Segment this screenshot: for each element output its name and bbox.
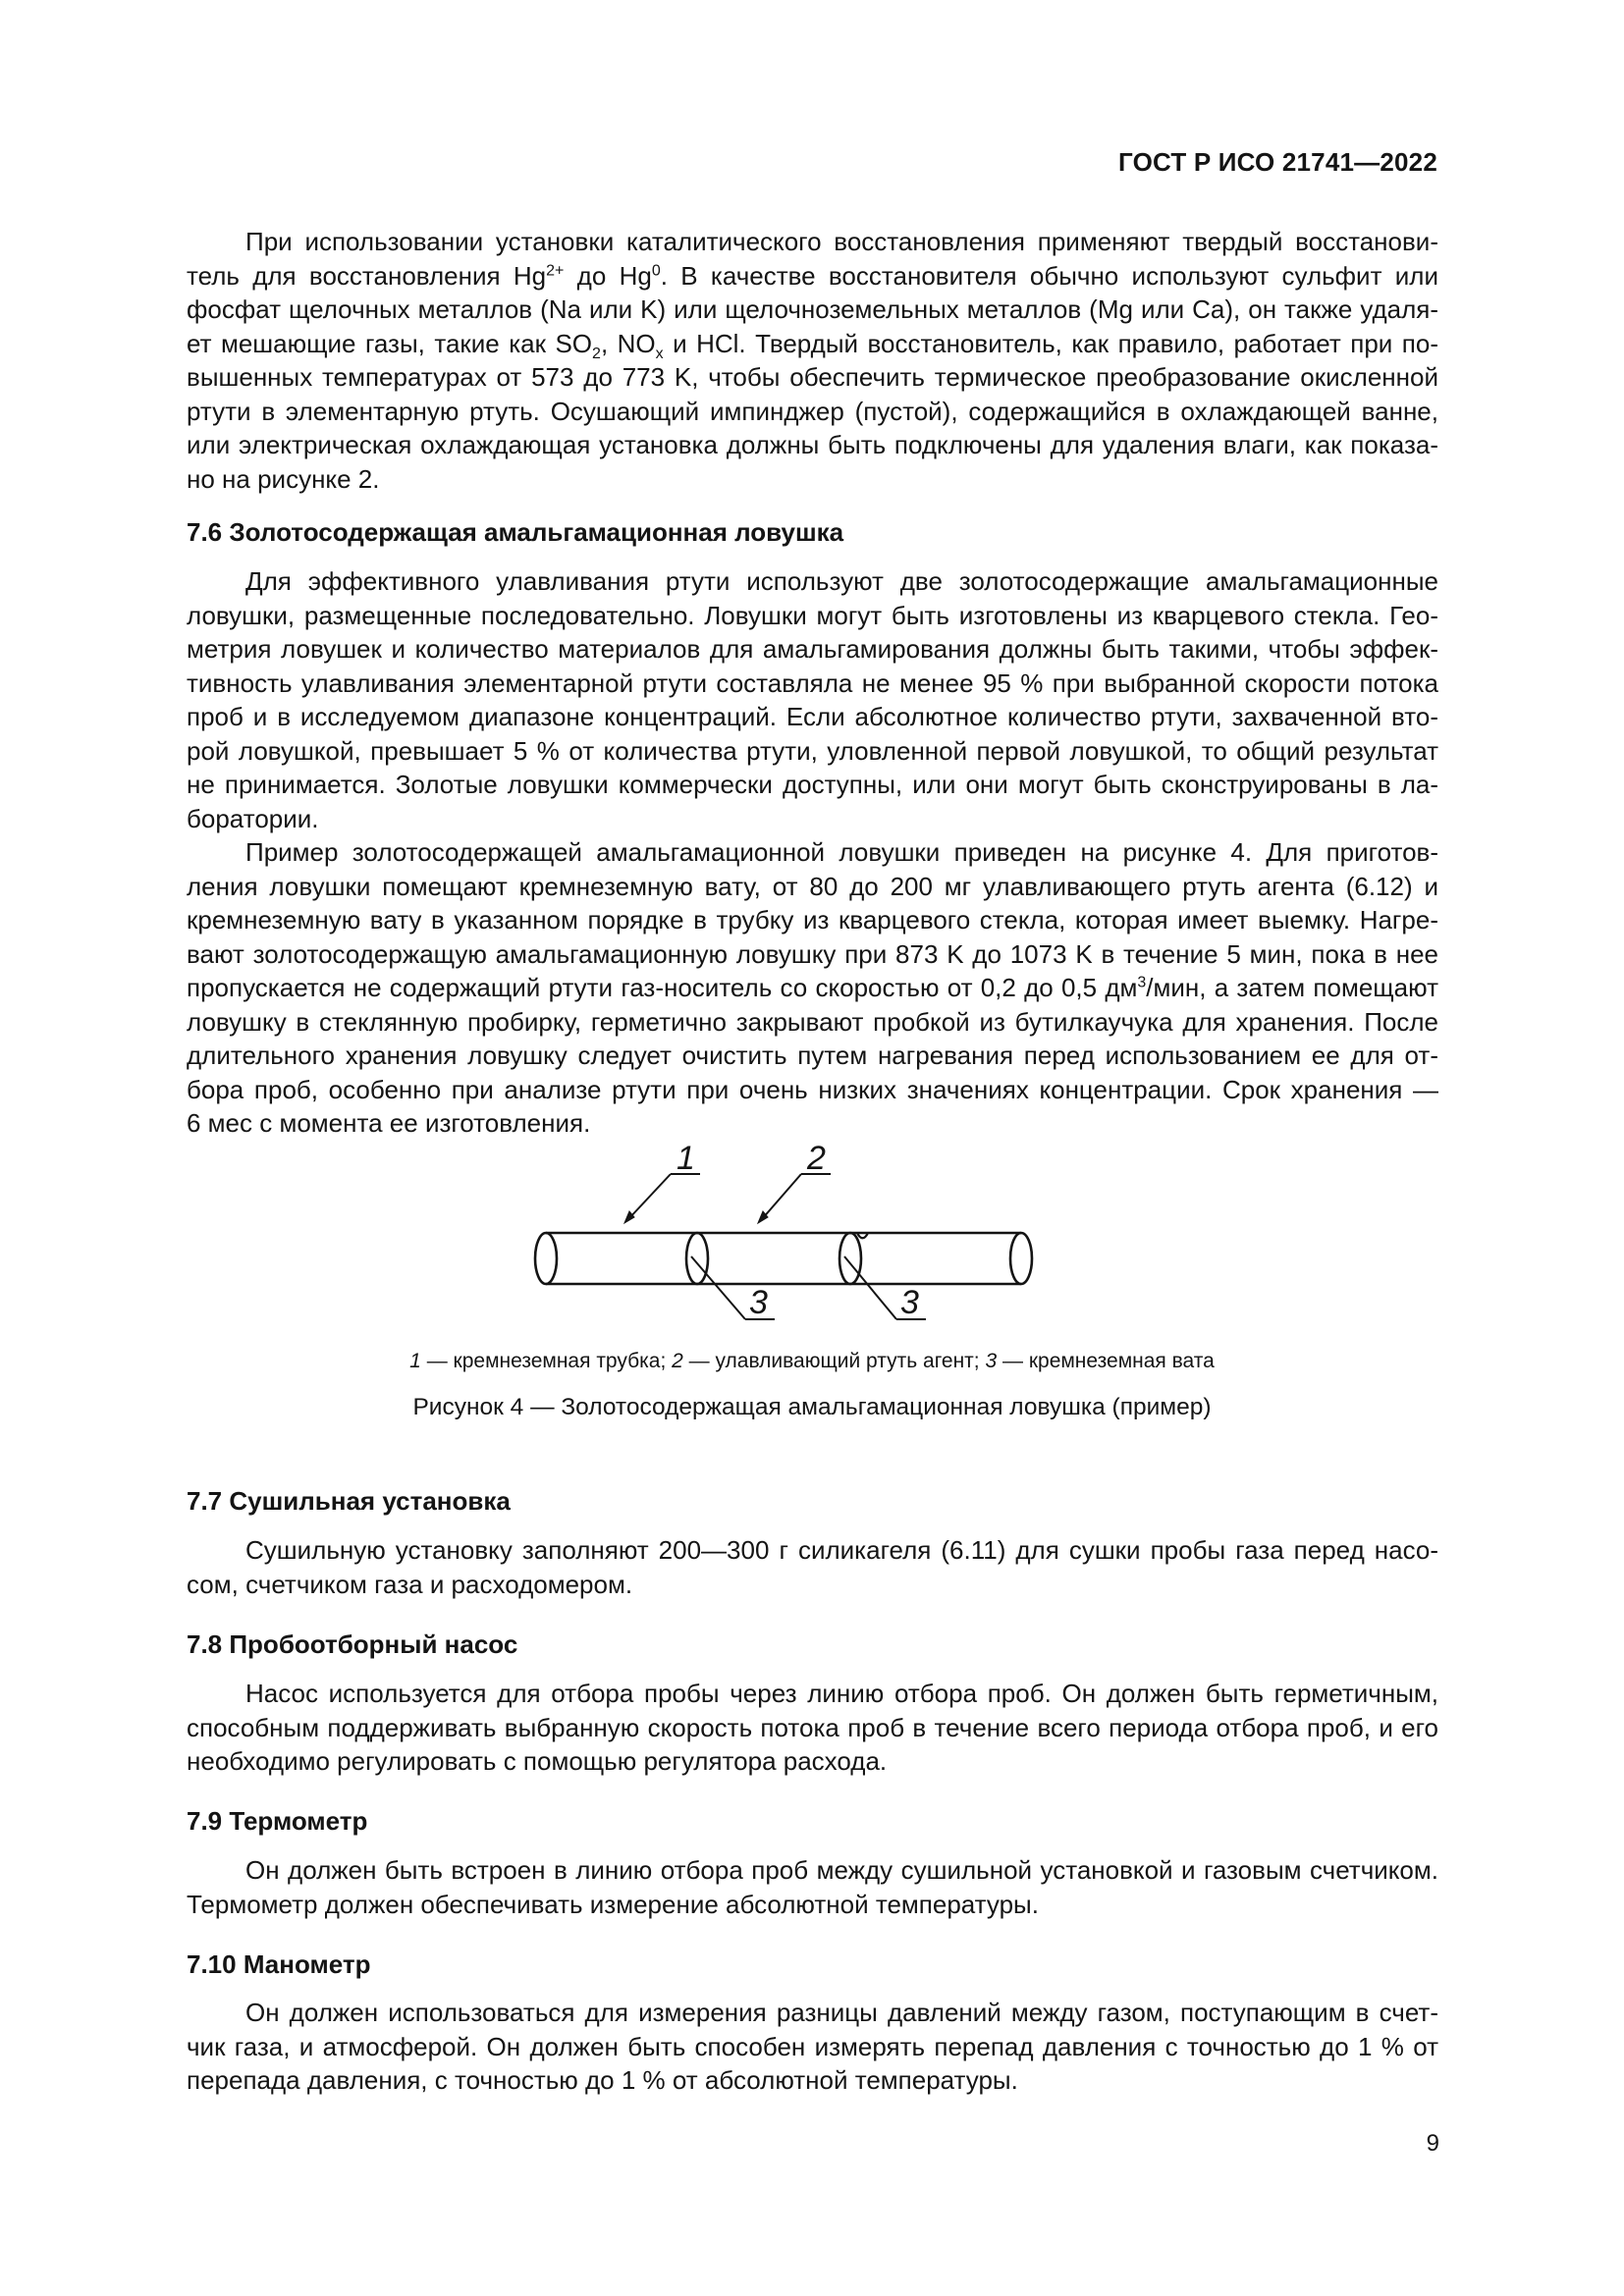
text-line: Он должен использоваться для измерения разницы давлений между газом, поступающим в счет-	[245, 1998, 1438, 2027]
page-number: 9	[1426, 2130, 1439, 2157]
text-line: ет мешающие газы, такие как $SO_2$, $NO_x$ и HCl. Твердый восстановитель, как правило, работает при по-	[187, 328, 1438, 362]
text-line: сом, счетчиком газа и расходомером.	[187, 1569, 633, 1599]
section-7-7-paragraph	[187, 1533, 1438, 1601]
section-7-6-paragraph-1	[187, 564, 1438, 1141]
figure-label-3a: 3	[749, 1284, 768, 1321]
leader-line-1	[628, 1174, 671, 1219]
section-7-8-title: 7.8 Пробоотборный насос	[187, 1629, 518, 1659]
text-line: способным поддерживать выбранную скорость потока проб в течение всего периода отбора проб, и его	[187, 1712, 1438, 1742]
document-header: ГОСТ Р ИСО 21741—2022	[1117, 147, 1437, 177]
text-line: ления ловушки помещают кремнеземную вату, от 80 до 200 мг улавливающего ртуть агента (6.12) и	[187, 871, 1438, 901]
section-7-7-title: 7.7 Сушильная установка	[187, 1486, 511, 1516]
text-line: тивность улавливания элементарной ртути составляла не менее 95 % при выбранной скорости потока	[187, 667, 1438, 698]
figure-legend: 1 — кремнеземная трубка; 2 — улавливающий ртуть агент; 3 — кремнеземная вата	[409, 1350, 1215, 1372]
text-line: ртути в элементарную ртуть. Осушающий импинджер (пустой), содержащийся в охлаждающей ванне,	[187, 396, 1438, 426]
section-7-9-paragraph	[187, 1853, 1438, 1921]
text-line: необходимо регулировать с помощью регулятора расхода.	[187, 1746, 888, 1776]
text-block-1-content	[187, 225, 1438, 496]
text-line: боратории.	[187, 803, 319, 833]
leader-line-2	[762, 1174, 801, 1219]
text-line: или электрическая охлаждающая установка должны быть подключены для удаления влаги, как показа-	[187, 430, 1438, 459]
text-line: метрия ловушек и количество материалов для амальгамирования должны быть такими, чтобы эффек-	[187, 634, 1438, 664]
text-line: проб и в исследуемом диапазоне концентраций. Если абсолютное количество ртути, захваченной вто-	[187, 702, 1438, 731]
text-line: Термометр должен обеспечивать измерение абсолютной температуры.	[187, 1889, 1039, 1919]
text-line: кремнеземную вату в указанном порядке в трубку из кварцевого стекла, которая имеет выемку. Нагре-	[187, 905, 1438, 934]
text-line: Насос используется для отбора пробы через линию отбора проб. Он должен быть герметичным,	[245, 1679, 1438, 1708]
section-7-10-title: 7.10 Манометр	[187, 1949, 371, 1979]
text-line: Для эффективного улавливания ртути используют две золотосодержащие амальгамационные	[245, 566, 1438, 596]
leader-line-3a	[691, 1256, 745, 1319]
section-7-9-title: 7.9 Термометр	[187, 1806, 368, 1836]
text-line: Пример золотосодержащей амальгамационной ловушки приведен на рисунке 4. Для приготов-	[245, 837, 1438, 867]
text-line: ловушку в стеклянную пробирку, герметично закрывают пробкой из бутилкаучука для хранения. После	[187, 1006, 1438, 1037]
text-line: ловушки, размещенные последовательно. Ловушки могут быть изготовлены из кварцевого стекла. Гео-	[187, 600, 1438, 630]
text-line: Он должен быть встроен в линию отбора проб между сушильной установкой и газовым счетчиком.	[245, 1855, 1438, 1885]
section-7-6-title: 7.6 Золотосодержащая амальгамационная ловушка	[187, 517, 844, 547]
figure-label-2: 2	[807, 1140, 826, 1177]
text-line: вышенных температурах от 573 до 773 K, чтобы обеспечить термическое преобразование окисленной	[187, 362, 1438, 392]
text-line: длительного хранения ловушку следует очистить путем нагревания перед использованием ее для от-	[187, 1041, 1438, 1070]
section-7-8-paragraph	[187, 1677, 1438, 1779]
text-line: рой ловушкой, превышает 5 % от количества ртути, уловленной первой ловушкой, то общий результат	[187, 735, 1438, 766]
text-line: тель для восстановления $Hg^{2+}$ до Hg$^0$. В качестве восстановителя обычно используют сульфит или	[187, 260, 1438, 291]
text-line: Сушильную установку заполняют 200—300 г силикагеля (6.11) для сушки пробы газа перед насо-	[245, 1535, 1438, 1565]
silica-wool-plug-2	[839, 1233, 861, 1284]
tube-left-end	[535, 1233, 557, 1284]
tube-right-end	[1010, 1233, 1032, 1284]
figure-label-3b: 3	[900, 1284, 919, 1321]
figure-label-1: 1	[677, 1140, 695, 1177]
silica-wool-plug-1	[686, 1233, 708, 1284]
figure-caption: Рисунок 4 — Золотосодержащая амальгамационная ловушка (пример)	[412, 1394, 1212, 1420]
text-line: не принимается. Золотые ловушки коммерчески доступны, или они могут быть сконструированы в ла-	[187, 770, 1438, 799]
text-line: но на рисунке 2.	[187, 463, 380, 494]
text-line: При использовании установки каталитического восстановления применяют твердый восстанови-	[245, 227, 1438, 256]
section-7-10-paragraph	[187, 1996, 1438, 2098]
text-line: чик газа, и атмосферой. Он должен быть способен измерять перепад давления с точностью до 1 % от	[187, 2031, 1438, 2061]
amalgamation-trap-figure	[520, 1139, 1051, 1335]
text-line: вают золотосодержащую амальгамационную ловушку при 873 K до 1073 K в течение 5 мин, пока в нее	[187, 938, 1438, 969]
text-line: 6 мес с момента ее изготовления.	[187, 1108, 591, 1138]
text-line: перепада давления, с точностью до 1 % от абсолютной температуры.	[187, 2065, 1018, 2095]
text-line: пропускается не содержащий ртути газ-носитель со скоростью от 0,2 до 0,5 $дм^3$/мин, а затем помещают	[187, 973, 1438, 1002]
leader-line-3b	[844, 1256, 896, 1319]
text-line: фосфат щелочных металлов (Na или K) или щелочноземельных металлов (Mg или Ca), он также удаля-	[187, 294, 1438, 324]
text-line: бора проб, особенно при анализе ртути при очень низких значениях концентрации. Срок хранения —	[187, 1074, 1438, 1104]
